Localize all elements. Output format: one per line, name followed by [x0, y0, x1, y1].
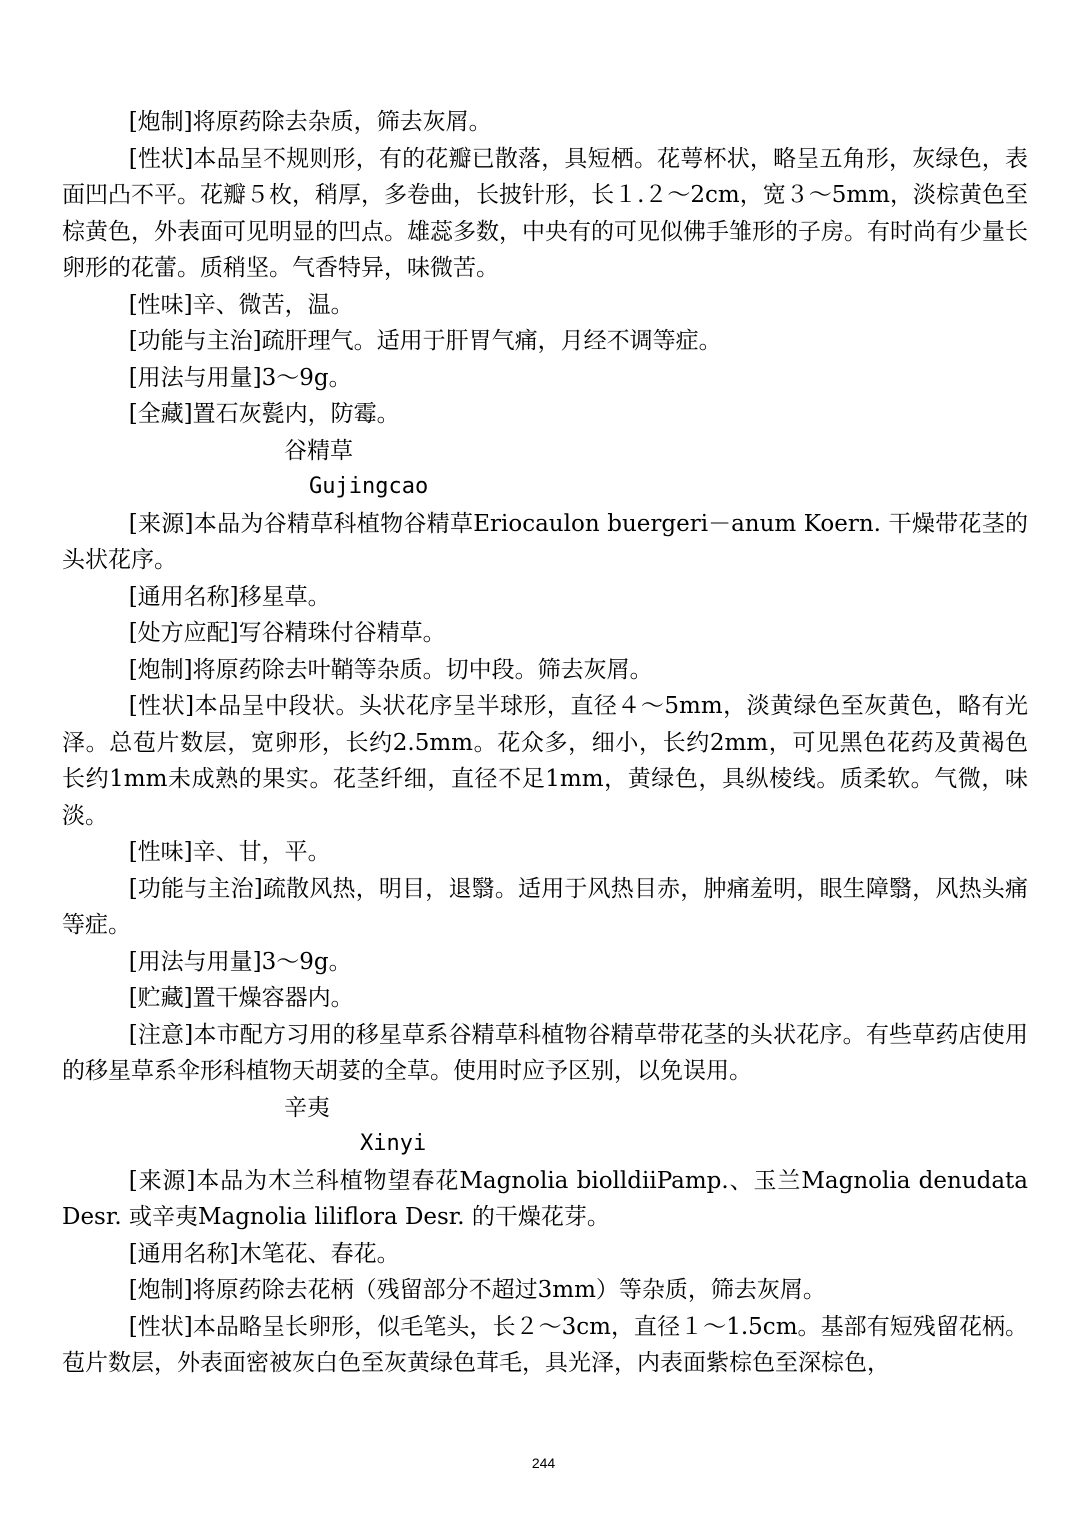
entry-pinyin-xinyi: Xinyi — [360, 1131, 427, 1156]
gujingcao-chufang: [处方应配]写谷精珠付谷精草。 — [128, 620, 446, 646]
gujingcao-xingwei: [性味]辛、甘，平。 — [128, 839, 331, 865]
entry-pinyin-gujingcao: Gujingcao — [309, 474, 429, 499]
paragraph-xingzhuang: [性状]本品呈不规则形，有的花瓣已散落，具短栖。花萼杯状，略呈五角形，灰绿色，表面凹凸不平。花瓣５枚，稍厚，多卷曲，长披针形，长１.２～2cm，宽３～5mm，淡棕黄色至棕黄色，外表面可见明显的凹点。雄蕊多数，中央有的可见似佛手雏形的子房。有时尚有少量长卵形的花蕾。质稍坚。气香特异，味微苦。 — [62, 145, 1028, 281]
paragraph-zhucang: [全藏]置石灰甏内，防霉。 — [128, 401, 400, 427]
gujingcao-yongfa: [用法与用量]3～9g。 — [128, 948, 352, 975]
document-page — [62, 104, 1028, 1382]
gujingcao-laiyuan: [来源]本品为谷精草科植物谷精草Eriocaulon buergeri－anum Koern. 干燥带花茎的头状花序。 — [62, 510, 1028, 573]
paragraph-yongfa: [用法与用量]3～9g。 — [128, 364, 352, 391]
xinyi-xingzhuang: [性状]本品略呈长卵形，似毛笔头，长２～3cm，直径１～1.5cm。基部有短残留花柄。苞片数层，外表面密被灰白色至灰黄绿色茸毛，具光泽，内表面紫棕色至深棕色， — [62, 1313, 1028, 1376]
paragraph-gongneng: [功能与主治]疏肝理气。适用于肝胃气痛，月经不调等症。 — [128, 328, 722, 354]
gujingcao-paozhi: [炮制]将原药除去叶鞘等杂质。切中段。筛去灰屑。 — [128, 656, 653, 683]
gujingcao-gongneng: [功能与主治]疏散风热，明目，退翳。适用于风热目赤，肿痛羞明，眼生障翳，风热头痛等症。 — [62, 875, 1028, 938]
paragraph-xingwei: [性味]辛、微苦，温。 — [128, 291, 354, 318]
xinyi-tongyong: [通用名称]木笔花、春花。 — [128, 1240, 400, 1267]
gujingcao-zhucang: [贮藏]置干燥容器内。 — [128, 985, 354, 1011]
entry-title-gujingcao: 谷精草 — [284, 437, 353, 464]
entry-title-xinyi: 辛夷 — [284, 1094, 330, 1121]
xinyi-laiyuan: [来源]本品为木兰科植物望春花Magnolia biolldiiPamp.、玉兰Magnolia denudata Desr. 或辛夷Magnolia liliflora Desr. 的干燥花芽。 — [62, 1167, 1028, 1230]
gujingcao-xingzhuang: [性状]本品呈中段状。头状花序呈半球形，直径４～5mm，淡黄绿色至灰黄色，略有光泽。总苞片数层，宽卵形，长约2.5mm。花众多，细小，长约2mm，可见黑色花药及黄褐色长约1mm未成熟的果实。花茎纤细，直径不足1mm，黄绿色，具纵棱线。质柔软。气微，味淡。 — [62, 693, 1028, 829]
page-number: 244 — [531, 1455, 556, 1471]
paragraph-paozhi: [炮制]将原药除去杂质，筛去灰屑。 — [128, 109, 492, 135]
xinyi-paozhi: [炮制]将原药除去花柄（残留部分不超过3mm）等杂质，筛去灰屑。 — [128, 1277, 826, 1303]
gujingcao-tongyong: [通用名称]移星草。 — [128, 583, 331, 610]
gujingcao-zhuyi: [注意]本市配方习用的移星草系谷精草科植物谷精草带花茎的头状花序。有些草药店使用的移星草系伞形科植物天胡荽的全草。使用时应予区别，以免误用。 — [62, 1021, 1028, 1084]
